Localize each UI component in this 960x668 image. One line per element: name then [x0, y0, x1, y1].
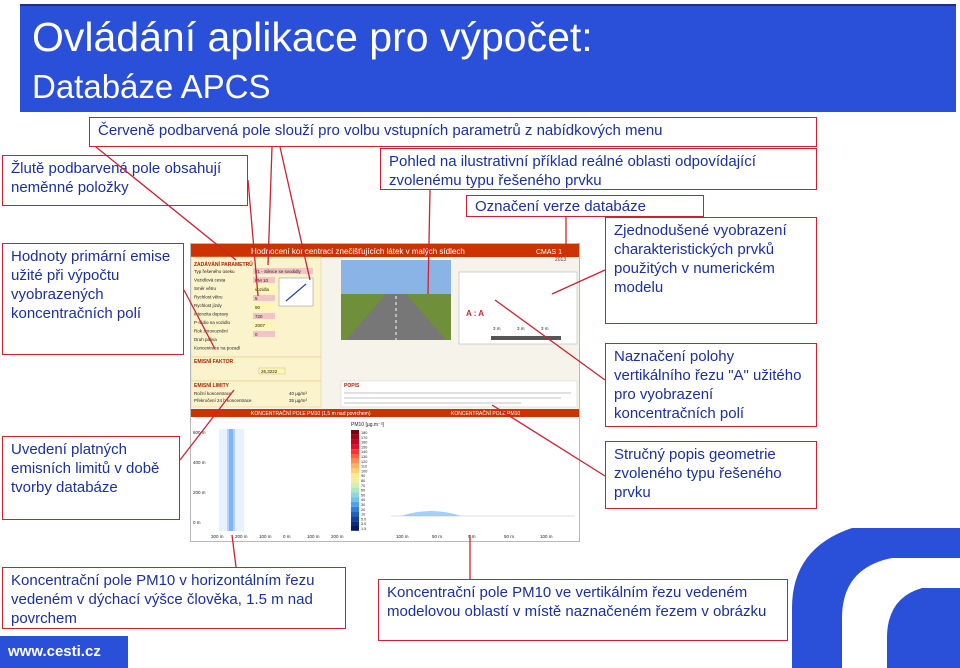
param-row-label: Typ řešeného úseku — [194, 269, 235, 274]
connector-red-1 — [96, 147, 236, 260]
emission-factor-value: 26,3222 — [261, 369, 278, 374]
colorbar-tick: 50 — [361, 493, 366, 498]
app-title: Hodnocení koncentrací znečišťujících látek v malých sídlech — [251, 247, 465, 256]
section-label: A : A — [466, 309, 485, 318]
param-value: 5 — [255, 296, 258, 301]
param-row-label: Směr větru — [194, 286, 217, 291]
colorbar-tick: 40 — [361, 498, 366, 503]
colorbar-tick: 110 — [361, 464, 368, 469]
x-tick-label-right: 100 m — [540, 534, 553, 539]
colorbar-tick: 3.0 — [361, 522, 367, 527]
colorbar-tick: 30 — [361, 503, 366, 507]
connector-red-2 — [268, 147, 272, 265]
colorbar-tick: 130 — [361, 455, 368, 459]
y-tick-label: 600 m — [193, 430, 206, 435]
colorbar-tick: 140 — [361, 450, 368, 455]
page-subtitle: Databáze APCS — [32, 68, 271, 105]
x-tick-label: 100 m — [259, 534, 272, 539]
connector-limits — [180, 390, 234, 460]
connector-horizontal — [232, 535, 236, 567]
emission-factor-header: EMISNÍ FAKTOR — [194, 359, 234, 365]
param-row-label: Rychlost jízdy — [194, 303, 222, 308]
connector-yellow — [248, 180, 258, 296]
colorbar-tick: 60 — [361, 488, 366, 493]
dim-3: 3 m — [541, 326, 549, 331]
limit-row-2: Překročení 24 h koncentrace — [194, 398, 252, 403]
param-row-label: Vozidlová cesta — [194, 277, 226, 283]
footer-link[interactable]: www.cesti.cz — [8, 643, 101, 660]
page-title: Ovládání aplikace pro výpočet: — [32, 14, 593, 60]
colorbar-tick: 160 — [361, 440, 368, 445]
app-version: CMAS 1 — [536, 249, 563, 256]
x-tick-label: 0 m — [283, 534, 291, 539]
x-tick-label-right: 100 m — [396, 534, 409, 539]
param-row-label: Koncentrace na pozadí — [194, 345, 241, 351]
colorbar-tick: 1.5 — [361, 527, 367, 531]
colorbar-tick: 10 — [361, 512, 366, 517]
colorbar-tick: 150 — [361, 445, 368, 450]
x-tick-label: 200 m — [235, 534, 248, 539]
limit-value-1: 40 µg/m³ — [289, 391, 307, 396]
connector-section — [495, 300, 605, 380]
callout-horizontal-field: Koncentrační pole PM10 v horizontálním řezu vedeném v dýchací výšce člověka, 1.5 m nad povrchem — [2, 567, 346, 629]
colorbar-tick: 90 — [361, 474, 366, 479]
x-tick-label-right: 50 m — [432, 534, 443, 539]
colorbar-tick: 180 — [361, 431, 368, 435]
x-tick-label: 200 m — [331, 534, 344, 539]
param-row-label: Rok zprovoznění — [194, 328, 228, 334]
app-year: 2013 — [555, 257, 567, 263]
type-select-value: I/1 - Silnice se svodidly — [255, 269, 301, 274]
dim-1: 3 m — [493, 326, 501, 331]
dim-2: 3 m — [517, 326, 525, 331]
callout-primary-emission: Hodnoty primární emise užité při výpočtu vyobrazených koncentračních polí — [2, 243, 184, 355]
param-value: PM 10 — [255, 278, 269, 283]
connector-emission — [184, 290, 215, 349]
emission-limits-header: EMISNÍ LIMITY — [194, 383, 229, 389]
param-row-label: Rychlost větru — [194, 294, 223, 300]
connector-example — [428, 190, 430, 294]
callout-section-position: Naznačení polohy vertikálního řezu "A" užitého pro vyobrazení koncentračních polí — [605, 343, 817, 427]
notes-header: POPIS — [344, 383, 360, 389]
limit-value-2: 35 µg/m³ — [289, 398, 307, 403]
y-tick-label: 200 m — [193, 490, 206, 495]
colorbar-tick: 120 — [361, 459, 368, 464]
colorbar-label: PM10 [µg.m⁻³] — [351, 422, 384, 428]
callout-view-example: Pohled na ilustrativní příklad reálné oblasti odpovídající zvolenému typu řešeného prvku — [380, 148, 817, 190]
y-tick-label: 400 m — [193, 460, 206, 465]
param-value: vozidla — [255, 287, 270, 292]
callout-vertical-field: Koncentrační pole PM10 ve vertikálním řezu vedeném modelovou oblastí v místě naznačeném řezem v obrázku — [378, 579, 788, 641]
param-value: 2007 — [255, 323, 266, 328]
x-tick-label-right: 0 m — [468, 534, 476, 539]
limit-row-1: Roční koncentrace — [194, 391, 232, 396]
x-tick-label-right: 50 m — [504, 534, 515, 539]
param-value: 0 — [255, 332, 258, 337]
y-tick-label: 0 m — [193, 520, 201, 525]
colorbar-tick: 80 — [361, 479, 366, 483]
parameter-header: ZADÁVÁNÍ PARAMETRŮ — [194, 262, 253, 268]
cesti-logo-icon — [792, 528, 960, 668]
callout-db-version: Označení verze databáze — [466, 195, 704, 217]
connector-simplified — [552, 270, 605, 294]
param-row-label: Intenzita dopravy — [194, 311, 229, 317]
x-tick-label: 100 m — [307, 534, 320, 539]
x-tick-label: 300 m — [211, 534, 224, 539]
callout-red-fields: Červeně podbarvená pole slouží pro volbu vstupních parametrů z nabídkových menu — [89, 117, 817, 147]
callout-geometry: Stručný popis geometrie zvoleného typu řešeného prvku — [605, 441, 817, 509]
param-value: 720 — [255, 314, 263, 319]
connector-red-3 — [280, 147, 310, 280]
chart-left-title: KONCENTRAČNÍ POLE PM10 (1,5 m nad povrchem) — [251, 411, 371, 417]
param-value: 90 — [255, 305, 261, 310]
param-row-label: P-rádio na vozidlo — [194, 320, 231, 325]
colorbar-tick: 5.0 — [361, 517, 367, 522]
param-row-label: Druh paliva — [194, 337, 217, 342]
callout-emission-limits: Uvedení platných emisních limitů v době tvorby databáze — [2, 436, 180, 520]
connector-geometry — [492, 405, 605, 476]
chart-right-title: KONCENTRAČNÍ POLE PM10 — [451, 411, 521, 417]
colorbar-tick: 70 — [361, 483, 366, 488]
callout-simplified: Zjednodušené vyobrazení charakteristických prvků použitých v numerickém modelu — [605, 217, 817, 324]
colorbar-tick: 20 — [361, 507, 366, 512]
callout-yellow-fields: Žlutě podbarvená pole obsahují neměnné položky — [2, 155, 248, 206]
colorbar-tick: 100 — [361, 469, 368, 474]
colorbar-tick: 170 — [361, 435, 368, 440]
